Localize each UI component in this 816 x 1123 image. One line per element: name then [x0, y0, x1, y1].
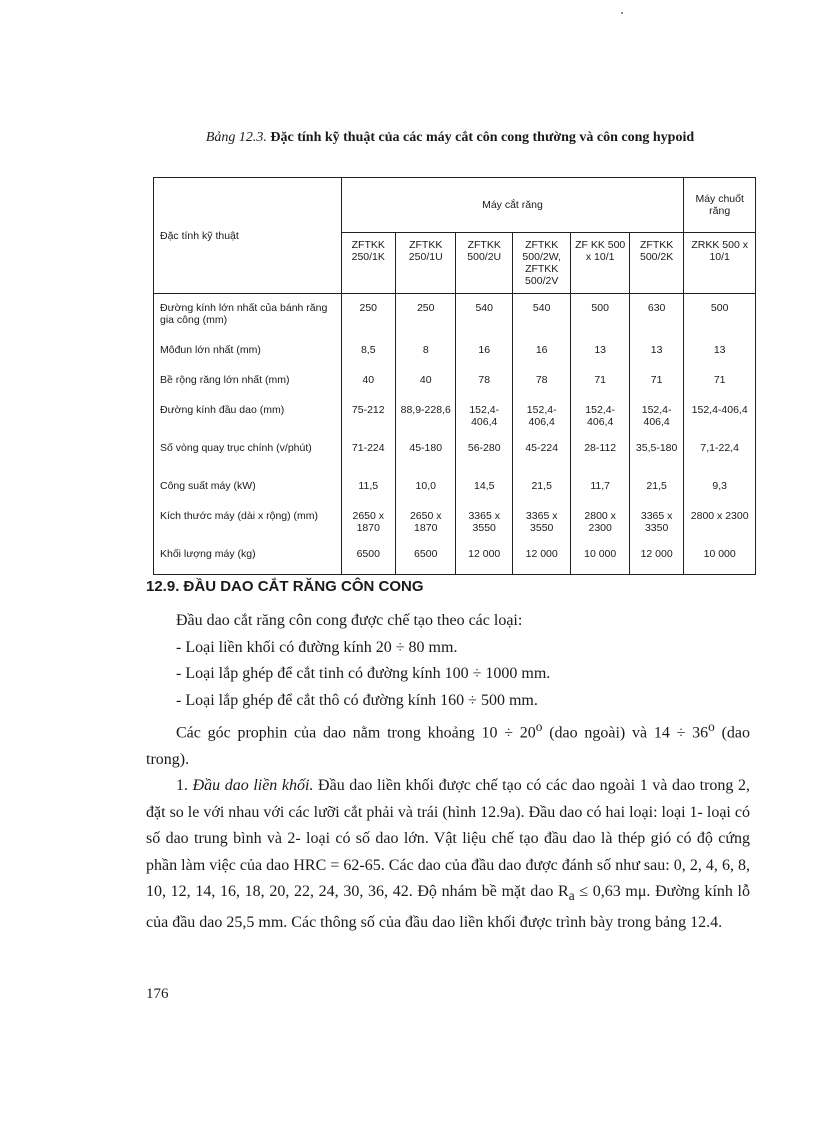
cell-value: 78	[512, 372, 570, 402]
model-header: ZFTKK 250/1K	[341, 233, 395, 294]
model-header: ZFTKK 500/2W, ZFTKK 500/2V	[512, 233, 570, 294]
cell-value: 13	[684, 342, 756, 372]
row-label: Công suất máy (kW)	[154, 478, 342, 508]
list-item: - Loại liền khối có đường kính 20 ÷ 80 mm.	[176, 638, 458, 656]
angles-text: (dao trong).	[146, 724, 751, 768]
scan-speck	[621, 12, 623, 14]
cell-value: 10 000	[684, 546, 756, 575]
solid-cutter-paragraph	[146, 773, 750, 936]
row-label: Đường kính lớn nhất của bánh răng gia công (mm)	[154, 294, 342, 343]
cell-value: 45-224	[512, 440, 570, 478]
intro-paragraph: Đầu dao cắt răng côn cong được chế tạo theo các loại:	[176, 612, 523, 629]
cell-value: 3365 x 3350	[629, 508, 683, 546]
cell-value: 3365 x 3550	[456, 508, 512, 546]
angles-paragraph	[146, 714, 750, 773]
spec-table	[153, 177, 756, 575]
table-row	[154, 440, 756, 478]
body-text	[146, 608, 750, 937]
model-header: ZFTKK 500/2K	[629, 233, 683, 294]
cell-value: 630	[629, 294, 683, 343]
broach-header: Máy chuốt răng	[684, 178, 756, 233]
cell-value: 71	[684, 372, 756, 402]
table-caption	[150, 128, 750, 147]
table-row	[154, 294, 756, 343]
cell-value: 88,9-228,6	[395, 402, 456, 440]
cell-value: 16	[512, 342, 570, 372]
row-label: Kích thước máy (dài x rộng) (mm)	[154, 508, 342, 546]
cell-value: 56-280	[456, 440, 512, 478]
cell-value: 8,5	[341, 342, 395, 372]
angles-text: (dao ngoài) và 14 ÷ 36	[542, 724, 709, 742]
cell-value: 40	[395, 372, 456, 402]
cell-value: 500	[571, 294, 629, 343]
cell-value: 11,5	[341, 478, 395, 508]
table-row	[154, 372, 756, 402]
table-row	[154, 508, 756, 546]
cell-value: 28-112	[571, 440, 629, 478]
cell-value: 152,4-406,4	[629, 402, 683, 440]
cell-value: 71	[571, 372, 629, 402]
cell-value: 14,5	[456, 478, 512, 508]
cell-value: 152,4-406,4	[512, 402, 570, 440]
table-row	[154, 546, 756, 575]
caption-title: Đặc tính kỹ thuật của các máy cắt côn cong thường và côn cong hypoid	[270, 130, 695, 145]
machine-group-header: Máy cắt răng	[341, 178, 684, 233]
angles-text: Các góc prophin của dao nằm trong khoảng 10 ÷ 20	[176, 724, 536, 742]
paragraph-text: ≤ 0,63 mμ. Đường kính lỗ của đầu dao 25,5 mm. Các thông số của đầu dao liền khối được trình bày trong bảng 12.4.	[146, 883, 751, 932]
list-item: - Loại lắp ghép để cắt tinh có đường kính 100 ÷ 1000 mm.	[176, 665, 551, 682]
caption-label: Bảng 12.3.	[205, 130, 267, 145]
table-row	[154, 342, 756, 372]
paragraph-title: Đầu dao liền khối.	[192, 777, 314, 795]
cell-value: 10 000	[571, 546, 629, 575]
table-row	[154, 402, 756, 440]
cell-value: 45-180	[395, 440, 456, 478]
cell-value: 71-224	[341, 440, 395, 478]
row-label: Số vòng quay trục chính (v/phút)	[154, 440, 342, 478]
model-header: ZFTKK 500/2U	[456, 233, 512, 294]
roughness-subscript: a	[568, 888, 575, 904]
cell-value: 13	[571, 342, 629, 372]
cell-value: 6500	[395, 546, 456, 575]
page-number: 176	[146, 986, 169, 1002]
cell-value: 3365 x 3550	[512, 508, 570, 546]
cell-value: 540	[512, 294, 570, 343]
cell-value: 11,7	[571, 478, 629, 508]
model-header: ZF KK 500 x 10/1	[571, 233, 629, 294]
cell-value: 40	[341, 372, 395, 402]
cell-value: 540	[456, 294, 512, 343]
feature-header: Đặc tính kỹ thuật	[154, 178, 342, 294]
row-label: Khối lượng máy (kg)	[154, 546, 342, 575]
cell-value: 152,4-406,4	[684, 402, 756, 440]
cell-value: 2650 x 1870	[395, 508, 456, 546]
cell-value: 12 000	[456, 546, 512, 575]
cell-value: 2800 x 2300	[684, 508, 756, 546]
list-item: - Loại lắp ghép để cắt thô có đường kính 160 ÷ 500 mm.	[176, 691, 538, 709]
degree-mark: o	[708, 719, 715, 734]
cell-value: 2650 x 1870	[341, 508, 395, 546]
cell-value: 6500	[341, 546, 395, 575]
cell-value: 12 000	[512, 546, 570, 575]
section-heading: 12.9. ĐẦU DAO CẮT RĂNG CÔN CONG	[146, 578, 424, 595]
cell-value: 152,4-406,4	[456, 402, 512, 440]
cell-value: 35,5-180	[629, 440, 683, 478]
degree-mark: o	[535, 719, 543, 734]
cell-value: 16	[456, 342, 512, 372]
cell-value: 8	[395, 342, 456, 372]
paragraph-number: 1.	[176, 777, 193, 795]
model-header: ZRKK 500 x 10/1	[684, 233, 756, 294]
row-label: Môđun lớn nhất (mm)	[154, 342, 342, 372]
cell-value: 21,5	[512, 478, 570, 508]
cell-value: 75-212	[341, 402, 395, 440]
cell-value: 9,3	[684, 478, 756, 508]
cell-value: 71	[629, 372, 683, 402]
cell-value: 10,0	[395, 478, 456, 508]
cell-value: 7,1-22,4	[684, 440, 756, 478]
cell-value: 2800 x 2300	[571, 508, 629, 546]
cell-value: 21,5	[629, 478, 683, 508]
cell-value: 12 000	[629, 546, 683, 575]
cell-value: 78	[456, 372, 512, 402]
cell-value: 152,4-406,4	[571, 402, 629, 440]
cell-value: 250	[341, 294, 395, 343]
cell-value: 250	[395, 294, 456, 343]
cell-value: 500	[684, 294, 756, 343]
row-label: Bề rộng răng lớn nhất (mm)	[154, 372, 342, 402]
model-header: ZFTKK 250/1U	[395, 233, 456, 294]
paragraph-text: Đầu dao liền khối được chế tạo có các dao ngoài 1 và dao trong 2, đặt so le với nhau với các lưỡi cắt phải và trái (hình 12.9a). Đầu dao có hai loại: loại 1- loại có số dao trung bình và 2- loại có số dao lớn. Vật liệu chế tạo đầu dao là thép gió có độ cứng phần làm việc của dao HRC = 62-65. Các dao của đầu dao được đánh số như sau: 0, 2, 4, 6, 8, 10, 12, 14, 16, 18, 20, 22, 24, 30, 36, 42. Độ nhám bề mặt dao R	[146, 777, 751, 901]
table-row	[154, 478, 756, 508]
cell-value: 13	[629, 342, 683, 372]
row-label: Đường kính đầu dao (mm)	[154, 402, 342, 440]
